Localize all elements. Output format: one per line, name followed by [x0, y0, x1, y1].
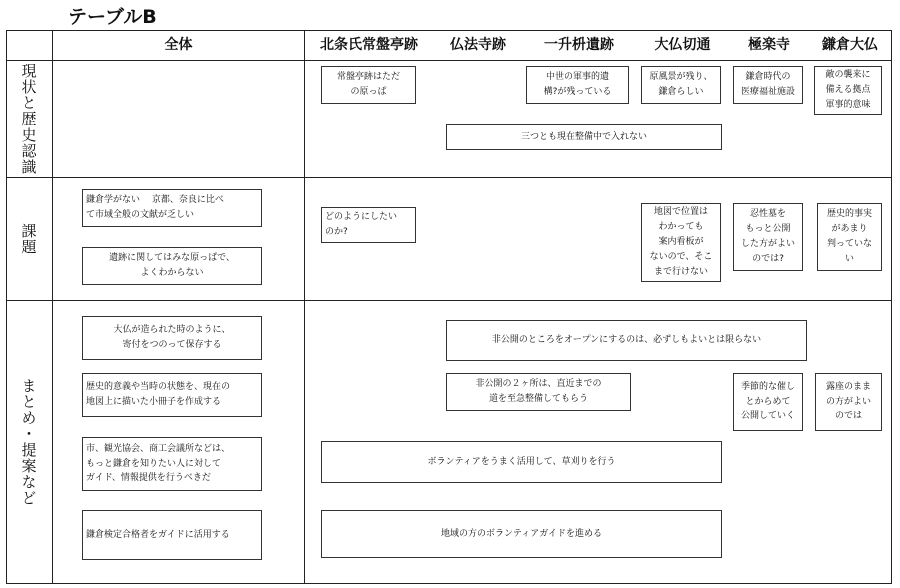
note-all-proposal-4: 鎌倉検定合格者をガイドに活用する [82, 510, 262, 560]
table-border-right [891, 30, 892, 583]
header-kamakura-daibutsu: 鎌倉大仏 [822, 37, 878, 53]
row-divider-1 [6, 177, 892, 178]
note-all-proposal-1: 大仏が造られた時のように、 寄付をつのって保存する [82, 316, 262, 360]
all-column-divider [304, 30, 305, 583]
note-isshomasu-current: 中世の軍事的遺 構?が残っている [526, 66, 629, 104]
note-daibutsu-kiridoshi-issue: 地図で位置は わかっても 案内看板が ないので、そこ まで行けない [641, 203, 721, 282]
note-volunteer-guides: 地域の方のボランティアガイドを進める [321, 510, 722, 558]
note-three-sites-closed: 三つとも現在整備中で入れない [446, 124, 722, 150]
note-all-proposal-2: 歴史的意義や当時の状態を、現在の 地図上に描いた小冊子を作成する [82, 373, 262, 417]
note-all-issue-1: 鎌倉学がない 京都、奈良に比べ て市域全般の文献が乏しい [82, 189, 262, 227]
note-daibutsu-current: 敵の襲来に 備える拠点 軍事的意味 [814, 66, 882, 115]
label-column-divider [52, 30, 53, 583]
note-hojo-current: 常盤亭跡はただ の原っぱ [321, 66, 416, 104]
header-hojo: 北条氏常盤亭跡 [320, 37, 418, 53]
note-daibutsu-kiridoshi-current: 原風景が残り、 鎌倉らしい [641, 66, 721, 104]
note-all-proposal-3: 市、観光協会、商工会議所などは、 もっと鎌倉を知りたい人に対して ガイド、情報提供を行うべきだ [82, 437, 262, 491]
note-all-issue-2: 遺跡に関してはみな原っぱで、 よくわからない [82, 247, 262, 285]
header-divider [6, 60, 892, 61]
row-label-current: 現状と歴史認識 [19, 63, 38, 175]
note-gokurakuji-proposal: 季節的な催し とからめて 公開していく [733, 373, 803, 431]
header-isshomasu: 一升枡遺跡 [544, 37, 614, 53]
row-divider-2 [6, 300, 892, 301]
row-label-proposals: まとめ・提案など [19, 378, 38, 506]
table-title: テーブルB [68, 6, 157, 28]
note-gokurakuji-issue: 忍性墓を もっと公開 した方がよい のでは? [733, 203, 803, 271]
note-opening-not-always-good: 非公開のところをオープンにするのは、必ずしもよいとは限らない [446, 320, 807, 361]
note-gokurakuji-current: 鎌倉時代の 医療福祉施設 [733, 66, 803, 104]
note-daibutsu-proposal: 露座のまま の方がよい のでは [815, 373, 882, 431]
note-daibutsu-issue: 歴史的事実 があまり 判っていな い [817, 203, 882, 271]
note-two-private-sites: 非公開の２ヶ所は、直近までの 道を至急整備してもらう [446, 373, 631, 411]
row-label-issues: 課題 [19, 223, 38, 255]
header-gokurakuji: 極楽寺 [748, 37, 790, 53]
header-buppoji: 仏法寺跡 [450, 37, 506, 53]
note-volunteer-mowing: ボランティアをうまく活用して、草刈りを行う [321, 441, 722, 483]
header-daibutsu-kiridoshi: 大仏切通 [654, 37, 711, 53]
header-all: 全体 [164, 37, 193, 53]
table-border-bottom [6, 583, 892, 584]
note-hojo-issue: どのようにしたい のか? [321, 207, 416, 243]
